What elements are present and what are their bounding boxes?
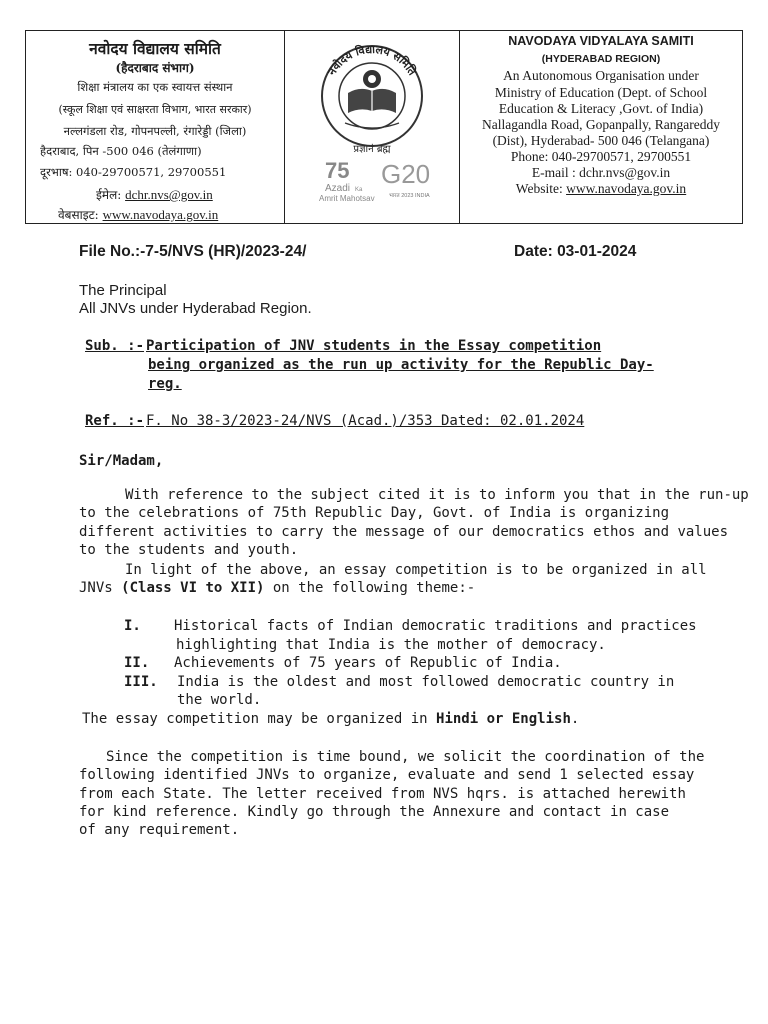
theme-3-number: III. <box>124 674 158 690</box>
english-website-label: Website: <box>515 181 563 196</box>
theme-3-line-1: India is the oldest and most followed democratic country in <box>177 674 675 690</box>
file-number: File No.:-7-5/NVS (HR)/2023-24/ <box>79 243 307 260</box>
nvs-logo <box>285 31 459 223</box>
para3-line-4: for kind reference. Kindly go through the Annexure and contact in case <box>79 804 670 820</box>
hindi-line-2: (स्कूल शिक्षा एवं साक्षरता विभाग, भारत सरकार) <box>58 103 252 116</box>
azadi-text-1: Azadi <box>325 183 351 194</box>
letterhead-logos <box>285 31 460 223</box>
theme-1-number: I. <box>124 618 141 634</box>
theme-2-line-1: Achievements of 75 years of Republic of India. <box>174 655 562 671</box>
para3-line-1: Since the competition is time bound, we solicit the coordination of the <box>106 749 705 765</box>
para1-line-2: to the celebrations of 75th Republic Day, Govt. of India is organizing <box>79 505 670 521</box>
english-line-1: An Autonomous Organisation under <box>503 68 699 83</box>
hindi-website-row <box>58 206 316 223</box>
para2-line-2 <box>79 580 475 596</box>
reference-text: F. No 38-3/2023-24/NVS (Acad.)/353 Dated: 02.01.2024 <box>146 413 585 429</box>
subject-label: Sub. :- <box>85 338 145 354</box>
para3-line-2: following identified JNVs to organize, evaluate and send 1 selected essay <box>79 767 695 783</box>
reference-label: Ref. :- <box>85 413 145 429</box>
hindi-website-label: वेबसाइट: <box>58 208 99 222</box>
theme-3-line-2: the world. <box>177 692 262 708</box>
letterhead-english <box>460 31 742 223</box>
letter-date: Date: 03-01-2024 <box>514 243 637 260</box>
para1-line-1: With reference to the subject cited it is to inform you that in the run-up <box>125 487 749 503</box>
para3-line-5: of any requirement. <box>79 822 240 838</box>
english-line-4: Nallagandla Road, Gopanpally, Rangareddy <box>482 117 720 132</box>
para2-line-2-pre: JNVs <box>79 580 122 596</box>
g20-subtext: भारत 2023 INDIA <box>389 193 430 199</box>
hindi-email-link[interactable]: dchr.nvs@gov.in <box>125 187 213 202</box>
english-email: E-mail : dchr.nvs@gov.in <box>531 165 671 180</box>
azadi-ka-amrit-mahotsav-logo <box>319 158 375 203</box>
addressee-line-1: The Principal <box>79 282 167 299</box>
addressee-line-2: All JNVs under Hyderabad Region. <box>79 300 312 317</box>
english-phone: Phone: 040-29700571, 29700551 <box>510 149 692 164</box>
hindi-line-3: नल्लगंडला रोड, गोपनपल्ली, रंगारेड्डी (जिला) <box>63 124 247 138</box>
english-line-2: Ministry of Education (Dept. of School <box>494 85 708 100</box>
azadi-text-3: Amrit Mahotsav <box>319 194 375 203</box>
theme-1-line-2: highlighting that India is the mother of democracy. <box>176 637 606 653</box>
subject-line-2: being organized as the run up activity for the Republic Day- <box>148 357 654 373</box>
letterhead-hindi <box>26 31 285 223</box>
subject-line-3: reg. <box>148 376 182 392</box>
para2-line-1: In light of the above, an essay competition is to be organized in all <box>125 562 707 578</box>
para1-line-4: to the students and youth. <box>79 542 299 558</box>
language-line <box>82 711 579 727</box>
g20-text: G20 <box>381 159 431 189</box>
azadi-text-2: Ka <box>355 187 363 193</box>
hindi-website-link[interactable]: www.navodaya.gov.in <box>102 207 219 222</box>
hindi-email-label: ईमेल: <box>96 188 122 202</box>
letterhead <box>25 30 743 224</box>
language-line-post: . <box>570 711 580 727</box>
salutation: Sir/Madam, <box>79 453 164 469</box>
para2-class-range: (Class VI to XII) <box>121 580 265 596</box>
logo-motto: प्रज्ञानं ब्रह्म <box>353 144 391 155</box>
english-line-3: Education & Literacy ,Govt. of India) <box>498 101 704 116</box>
language-line-pre: The essay competition may be organized in <box>82 711 437 727</box>
hindi-line-4: हैदराबाद, पिन -500 046 (तेलंगाणा) <box>40 144 202 158</box>
hindi-org-name: नवोदय विद्यालय समिति <box>89 39 221 58</box>
hindi-phone: दूरभाष: 040-29700571, 29700551 <box>40 165 227 179</box>
hindi-line-1: शिक्षा मंत्रालय का एक स्वायत्त संस्थान <box>77 80 233 94</box>
english-org-name: NAVODAYA VIDYALAYA SAMITI <box>508 34 694 48</box>
english-website-row <box>460 181 742 197</box>
hindi-region: (हैदराबाद संभाग) <box>115 61 195 75</box>
english-region: (HYDERABAD REGION) <box>541 53 661 65</box>
para3-line-3: from each State. The letter received from NVS hqrs. is attached herewith <box>79 786 686 802</box>
subject-line-1: Participation of JNV students in the Essay competition <box>146 338 602 354</box>
para1-line-3: different activities to carry the message of our democratics ethos and values <box>79 524 729 540</box>
english-website-link[interactable]: www.navodaya.gov.in <box>566 181 687 196</box>
theme-2-number: II. <box>124 655 150 671</box>
para2-line-2-post: on the following theme:- <box>264 580 476 596</box>
logo-arc-text: नवोदय विद्यालय समिति <box>325 42 419 78</box>
azadi-number: 75 <box>325 158 350 183</box>
language-options: Hindi or English <box>436 711 571 727</box>
g20-logo <box>381 159 430 199</box>
theme-1-line-1: Historical facts of Indian democratic traditions and practices <box>174 618 697 634</box>
english-line-5: (Dist), Hyderabad- 500 046 (Telangana) <box>492 133 710 148</box>
